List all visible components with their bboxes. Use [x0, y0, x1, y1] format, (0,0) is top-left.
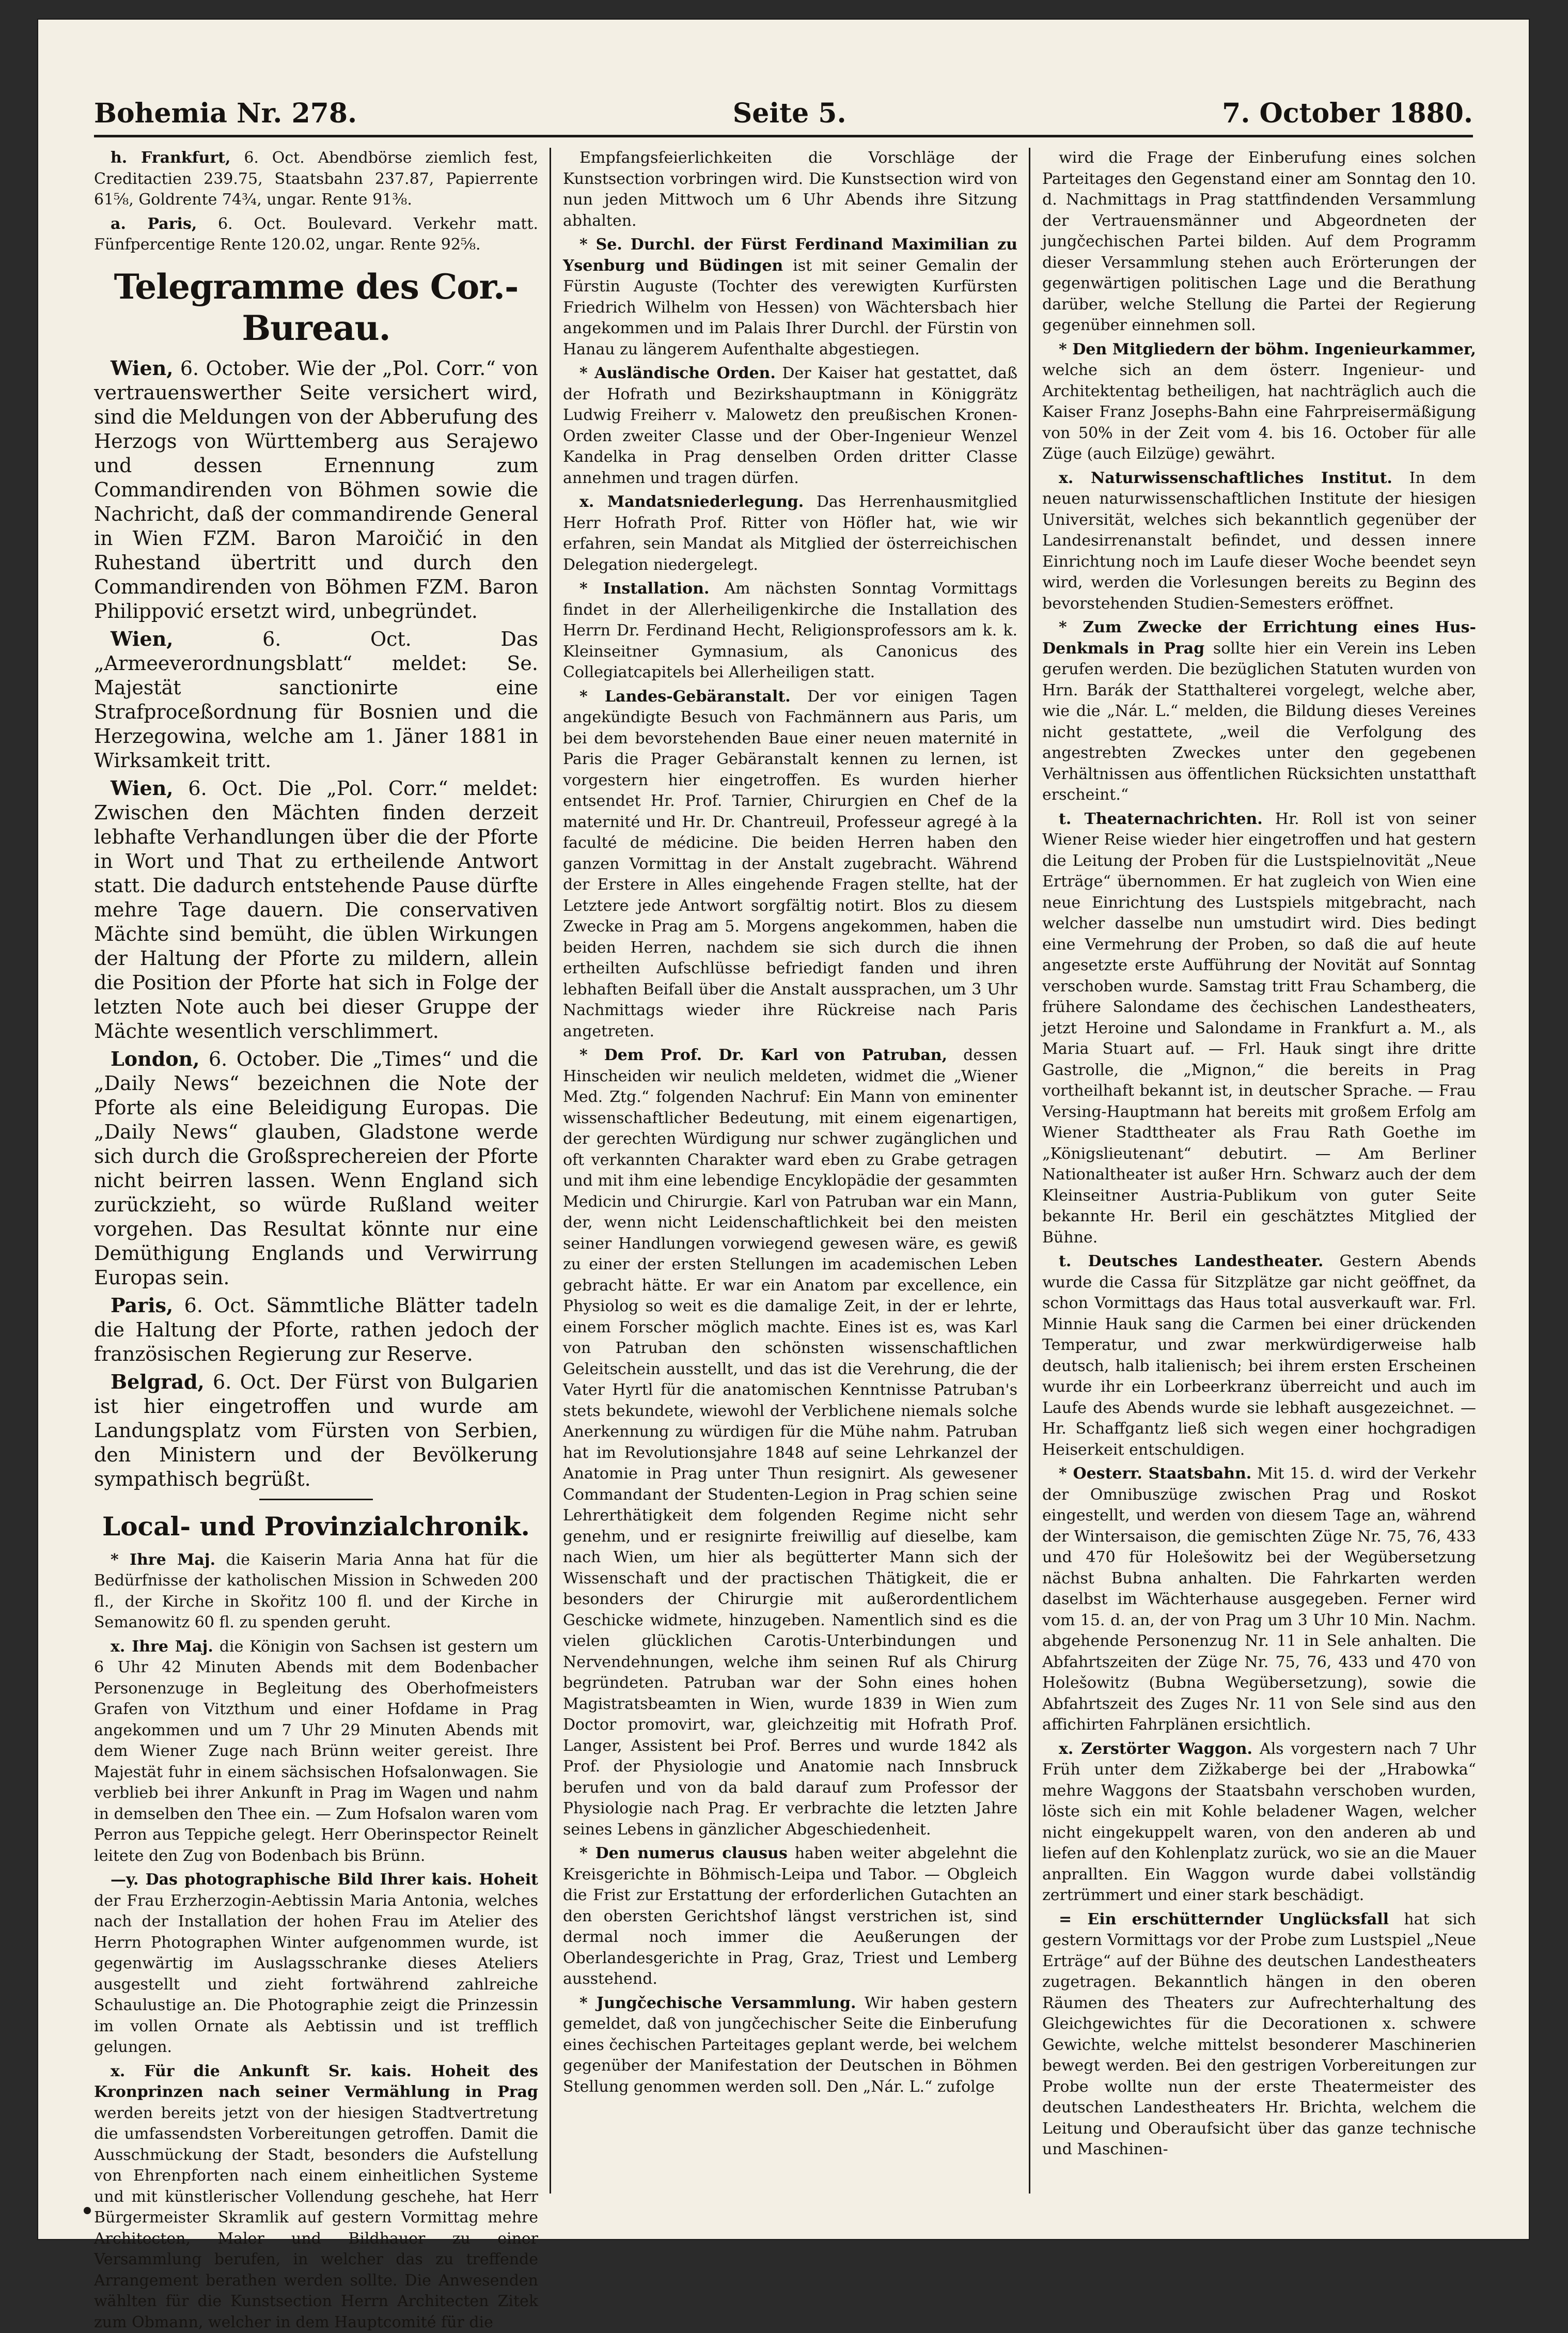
article-lead: * Oesterr. Staatsbahn.	[1059, 1465, 1251, 1483]
article-paragraph	[563, 148, 1017, 231]
article-paragraph	[94, 356, 538, 624]
article-paragraph	[563, 687, 1017, 1043]
article-lead: Paris,	[111, 1294, 173, 1317]
article-lead: x. Ihre Maj.	[111, 1638, 213, 1656]
article-paragraph	[1042, 617, 1476, 806]
header-rule	[94, 135, 1473, 137]
article-paragraph	[94, 148, 538, 211]
article-text: 6. October. Wie der „Pol. Corr.“ von vertrauenswerther Seite versichert wird, sind die Meldungen von der Abberufung des Herzogs von Württemberg aus Serajewo und dessen Ernennung zum Commandirenden von Böhmen sowie die Nachricht, daß der commandirende General in Wien FZM. Baron Maroičić in den Ruhestand übertritt und durch den Commandirenden von Böhmen FZM. Baron Philippović ersetzt wird, unbegründet.	[94, 357, 538, 623]
article-text: dessen Hinscheiden wir neulich meldeten, widmet die „Wiener Med. Ztg.“ folgenden Nachruf: Ein Mann von eminenter wissenschaftlicher Bedeutung, mit einem eigenartigen, der gerechten Würdigung nur schwer zugänglichen und oft verkannten Charakter ward eben zu Grabe getragen und mit ihm eine lebendige Encyklopädie der gesammten Medicin und Chirurgie. Karl von Patruban war ein Mann, der, wenn nicht Leidenschaftlichkeit bei den meisten seiner Handlungen vorwiegend gewesen wäre, es gewiß zu einer der ersten Stellungen im academischen Leben gebracht hätte. Er war ein Anatom par excellence, ein Physiolog so weit es die damalige Zeit, in der er lehrte, einem Forscher möglich machte. Eines ist es, was Karl von Patruban den schönsten wissenschaftlichen Geleitschein ausstellt, und das ist die Verehrung, die der Vater Hyrtl für die anatomischen Kenntnisse Patruban's stets bekundete, wiewohl der Verblichene niemals solche Anerkennung zu würdigen für die Mühe nahm. Patruban hat im Revolutionsjahre 1848 auf seine Lehrkanzel der Anatomie in Prag unter Thun resignirt. Als gewesener Commandant der Studenten-Legion in Prag schien seine Lehrerthätigkeit dem folgenden Regime nicht sehr genehm, und er resignirte freiwillig auf dieselbe, kam nach Wien, um hier als begütterter Mann sich der Wissenschaft und der practischen Thätigkeit, die er besonders der Chirurgie mit außerordentlichem Geschicke widmete, hinzugeben. Namentlich sind es die vielen glücklichen Carotis-Unterbindungen und Nervendehnungen, welche ihm seinen Ruf als Chirurg begründeten. Patruban war der Sohn eines hohen Magistratsbeamten in Wien, wurde 1839 in Wien zum Doctor promovirt, war, gleichzeitig mit Hofrath Prof. Langer, Assistent bei Prof. Berres und wurde 1842 als Prof. der Physiologie und Anatomie nach Innsbruck berufen und von da bald darauf zum Professor der Physiologie nach Prag. Er verbrachte die letzten Jahre seines Lebens in gänzlicher Abgeschiedenheit.	[563, 1046, 1017, 1839]
page-number: Seite 5.	[733, 98, 846, 129]
article-lead: t. Theaternachrichten.	[1059, 810, 1263, 828]
article-text: 6. Oct. Der Fürst von Bulgarien ist hier eingetroffen und wurde am Landungsplatz vom Fürsten von Serbien, den Ministern und der Bevölkerung sympathisch begrüßt.	[94, 1371, 538, 1490]
article-paragraph	[94, 1047, 538, 1290]
section-separator	[259, 1499, 373, 1500]
issue-number: Bohemia Nr. 278.	[94, 98, 357, 129]
article-paragraph	[1042, 1464, 1476, 1736]
article-lead: London,	[111, 1047, 199, 1070]
article-lead: a. Paris,	[111, 215, 197, 233]
article-lead: Wien,	[111, 627, 173, 650]
article-paragraph	[94, 627, 538, 773]
article-lead: x. Naturwissenschaftliches Institut.	[1059, 469, 1392, 487]
telegram-section-title: Telegramme des Cor.-Bureau.	[94, 266, 538, 349]
article-lead: * Dem Prof. Dr. Karl von Patruban,	[579, 1046, 947, 1064]
article-text: hat sich gestern Vormittags vor der Probe zum Lustspiel „Neue Erträge“ auf der Bühne des deutschen Landestheaters zugetragen. Bekanntlich hängen in den oberen Räumen des Theaters zur Aufrechterhaltung des Gleichgewichtes für die Decorationen x. schwere Gewichte, welche mittelst besonderer Maschinerien bewegt werden. Bei den gestrigen Vorbereitungen zur Probe wollte nun der erste Theatermeister des deutschen Landestheaters Hr. Brichta, welchem die Leitung und Oberaufsicht über das ganze technische und Maschinen-	[1042, 1910, 1476, 2159]
article-paragraph	[1042, 468, 1476, 615]
article-paragraph	[563, 492, 1017, 576]
article-text: Der vor einigen Tagen angekündigte Besuch von Fachmännern aus Paris, um bei dem bevorstehenden Baue einer neuen maternité in Paris die Prager Gebäranstalt kennen zu lernen, ist vorgestern hier eingetroffen. Es wurden hierher entsendet Hr. Prof. Tarnier, Chirurgien en Chef de la maternité und Hr. Dr. Chantreuil, Professeur agregé à la faculté de médicine. Die beiden Herren haben den ganzen Vormittag in der Anstalt zugebracht. Während der Erstere in Alles eingehende Fragen stellte, hat der Letztere jede Antwort sorgfältig notirt. Blos zu diesem Zwecke in Prag am 5. Morgens angekommen, haben die beiden Herren, nachdem sie sich durch die ihnen ertheilten Aufschlüsse befriedigt fanden und ihren lebhaften Beifall über die Anstalt aussprachen, um 3 Uhr Nachmittags wieder ihre Rückreise nach Paris angetreten.	[563, 688, 1017, 1040]
article-paragraph	[1042, 1909, 1476, 2160]
article-text: Am nächsten Sonntag Vormittags findet in der Allerheiligenkirche die Installation des Herrn Dr. Ferdinand Hecht, Religionsprofessors am k. k. Kleinseitner Gymnasium, als Canonicus des Collegiatcapitels bei Allerheiligen statt.	[563, 580, 1017, 681]
article-lead: t. Deutsches Landestheater.	[1059, 1252, 1323, 1270]
article-paragraph	[94, 1370, 538, 1491]
article-text: 6. October. Die „Times“ und die „Daily News“ bezeichnen die Note der Pforte als eine Beleidigung Europas. Die „Daily News“ glauben, Gladstone werde sich durch die Großsprechereien der Pforte nicht beirren lassen. Wenn England sich zurückzieht, so würde Rußland weiter vorgehen. Das Resultat könnte nur eine Demüthigung Englands und Verwirrung Europas sein.	[94, 1048, 538, 1289]
article-paragraph	[563, 363, 1017, 489]
article-text: Mit 15. d. wird der Verkehr der Omnibuszüge zwischen Prag und Roskot eingestellt, und werden von diesem Tage an, während der Wintersaison, die gemischten Züge Nr. 75, 76, 433 und 470 für Holešowitz bei der Wegübersetzung nächst Bubna anhalten. Die Fahrkarten werden daselbst im Wächterhause ausgegeben. Ferner wird vom 15. d. an, der von Prag um 3 Uhr 10 Min. Nachm. abgehende Personenzug Nr. 11 in Sele anhalten. Die Abfahrtszeiten der Züge Nr. 75, 76, 433 und 470 von Holešowitz (Bubna Wegübersetzung), sowie die Abfahrtszeit des Zuges Nr. 11 von Sele sind aus den affichirten Fahrplänen ersichtlich.	[1042, 1465, 1476, 1734]
article-paragraph	[563, 1993, 1017, 2098]
column-2	[563, 148, 1017, 2194]
article-text: 6. Oct. Das „Armeeverordnungsblatt“ meldet: Se. Majestät sanctionirte eine Strafproceßordnung für Bosnien und die Herzegowina, welche am 1. Jäner 1881 in Wirksamkeit tritt.	[94, 628, 538, 772]
article-text: Wir haben gestern gemeldet, daß von jungčechischer Seite die Einberufung eines čechischen Parteitages geplant werde, bei welchem gegenüber der Manifestation der Deutschen in Böhmen Stellung genommen werden soll. Den „Nár. L.“ zufolge	[563, 1994, 1017, 2096]
article-lead: * Zum Zwecke der Errichtung eines Hus-Denkmals in Prag	[1042, 618, 1476, 658]
article-text: 6. Oct. Abendbörse ziemlich fest, Creditactien 239.75, Staatsbahn 237.87, Papierrente 61⅝, Goldrente 74¾, ungar. Rente 91⅜.	[94, 149, 538, 209]
article-text: Empfangsfeierlichkeiten die Vorschläge der Kunstsection vorbringen wird. Die Kunstsection wird von nun jeden Mittwoch um 6 Uhr Abends ihre Sitzung abhalten.	[563, 149, 1017, 230]
article-text: wird die Frage der Einberufung eines solchen Parteitages den Gegenstand einer am Sonntag den 10. d. Nachmittags in Prag stattfindenden Versammlung der Vertrauensmänner und Abgeordneten der jungčechischen Partei bilden. Auf dem Programm dieser Versammlung stehen auch Erörterungen der gegenwärtigen politischen Lage und die Berathung darüber, welche Stellung die Partei der Regierung gegenüber einnehmen soll.	[1042, 149, 1476, 334]
column-divider	[550, 148, 551, 2194]
article-lead: * Den Mitgliedern der böhm. Ingenieurkammer,	[1059, 340, 1476, 359]
article-lead: * Den numerus clausus	[579, 1844, 788, 1862]
article-lead: x. Zerstörter Waggon.	[1059, 1740, 1252, 1758]
article-paragraph	[563, 579, 1017, 683]
article-paragraph	[1042, 1251, 1476, 1460]
article-text: Der Kaiser hat gestattet, daß der Hofrath und Bezirkshauptmann in Königgrätz Ludwig Freiherr v. Malowetz den preußischen Kronen-Orden zweiter Classe und der Ober-Ingenieur Wenzel Kandelka in Prag denselben Orden dritter Classe annehmen und tragen dürfen.	[563, 364, 1017, 487]
article-lead: Wien,	[111, 356, 173, 380]
local-section-title: Local- und Provinzialchronik.	[94, 1511, 538, 1543]
article-lead: Belgrad,	[111, 1370, 205, 1393]
article-paragraph	[1042, 1739, 1476, 1906]
article-lead: * Landes-Gebäranstalt.	[579, 688, 791, 706]
newspaper-page	[37, 19, 1530, 2240]
article-paragraph	[1042, 809, 1476, 1249]
issue-date: 7. October 1880.	[1222, 98, 1473, 129]
article-paragraph	[94, 1550, 538, 1634]
article-paragraph	[94, 1293, 538, 1366]
article-lead: x. Mandatsniederlegung.	[579, 493, 804, 511]
article-paragraph	[563, 1045, 1017, 1840]
article-lead: h. Frankfurt,	[111, 149, 230, 167]
article-lead: * Ihre Maj.	[111, 1551, 215, 1569]
page-header	[94, 95, 1473, 131]
article-text: werden bereits jetzt von der hiesigen Stadtvertretung die umfassendsten Vorbereitungen getroffen. Damit die Ausschmückung der Stadt, besonders die Aufstellung von Ehrenpforten nach einem einheitlichen Systeme und mit künstlerischer Vollendung geschehe, hat Herr Bürgermeister Skramlik auf gestern Vormittag mehre Architecten, Maler und Bildhauer zu einer Versammlung berufen, in welcher das zu treffende Arrangement berathen werden sollte. Die Anwesenden wählten für die Kunstsection Herrn Architecten Zitek zum Obmann, welcher in dem Hauptcomité für die	[94, 2104, 538, 2331]
article-text: In dem neuen naturwissenschaftlichen Institute der hiesigen Universität, welches sich bekanntlich gegenüber der Landesirrenanstalt befindet, und dessen innere Einrichtung noch im Laufe dieser Woche beendet seyn wird, werden die Vorlesungen bereits zu Beginn des bevorstehenden Studien-Semesters eröffnet.	[1042, 469, 1476, 613]
article-text: 6. Oct. Die „Pol. Corr.“ meldet: Zwischen den Mächten finden derzeit lebhafte Verhandlungen über die der Pforte in Wort und That zu ertheilende Antwort statt. Die dadurch entstehende Pause dürfte mehre Tage dauern. Die conservativen Mächte sind bemüht, die üblen Wirkungen der Haltung der Pforte zu mildern, allein die Position der Pforte hat sich in Folge der letzten Note auch bei dieser Gruppe der Mächte wesentlich verschlimmert.	[94, 777, 538, 1043]
article-lead: Wien,	[111, 776, 173, 800]
article-paragraph	[94, 1870, 538, 2058]
article-text: die Kaiserin Maria Anna hat für die Bedürfnisse der katholischen Mission in Schweden 200 fl., der Kirche in Skořitz 100 fl. und der Kirche in Semanowitz 60 fl. zu spenden geruht.	[94, 1551, 538, 1632]
column-1	[94, 148, 538, 2194]
article-text: 6. Oct. Boulevard. Verkehr matt. Fünfpercentige Rente 120.02, ungar. Rente 92⅝.	[94, 215, 538, 254]
article-paragraph	[563, 235, 1017, 360]
article-text: Hr. Roll ist von seiner Wiener Reise wieder hier eingetroffen und hat gestern die Leitung der Proben für die Lustspielnovität „Neue Erträge“ übernommen. Er hat zugleich von Wien eine neue Einrichtung des Lustspiels mitgebracht, nach welcher dasselbe nun umstudirt wird. Dies bedingt eine Vermehrung der Proben, so daß die auf heute angesetzte erste Aufführung der Novität auf Sonntag verschoben wurde. Samstag tritt Frau Schamberg, die frühere Salondame des čechischen Landestheaters, jetzt Heroine und Salondame in Frankfurt a. M., als Maria Stuart auf. — Frl. Hauk singt ihre dritte Gastrolle, die „Mignon,“ die bereits in Prag vortheilhaft bekannt ist, in deutscher Sprache. — Frau Versing-Hauptmann hat bereits mit großem Erfolg am Wiener Stadttheater als Frau Rath Goethe im „Königslieutenant“ debutirt. — Am Berliner Nationaltheater ist außer Hrn. Schwarz auch der dem Kleinseitner Austria-Publikum von guter Seite bekannte Hr. Beril ein geschätztes Mitglied der Bühne.	[1042, 810, 1476, 1247]
news-list	[563, 148, 1017, 2097]
article-lead: x. Für die Ankunft Sr. kais. Hoheit des Kronprinzen nach seiner Vermählung in Prag	[94, 2062, 538, 2102]
article-paragraph	[94, 2061, 538, 2333]
column-3	[1042, 148, 1476, 2194]
article-paragraph	[1042, 148, 1476, 336]
article-lead: = Ein erschütternder Unglücksfall	[1059, 1910, 1389, 1928]
article-paragraph	[94, 1637, 538, 1867]
article-text: ist mit seiner Gemalin der Fürstin Auguste (Tochter des verewigten Kurfürsten Friedrich Wilhelm von Hessen) von Wächtersbach hier angekommen und im Palais Ihrer Durchl. der Fürstin von Hanau zu längerem Aufenthalte abgestiegen.	[563, 257, 1017, 359]
news-list	[1042, 148, 1476, 2160]
stock-reports	[94, 148, 538, 256]
article-text: der Frau Erzherzogin-Aebtissin Maria Antonia, welches nach der Installation der hohen Frau im Atelier des Herrn Photographen Winter aufgenommen wurde, ist gegenwärtig im Auslagsschranke dieses Ateliers ausgestellt und zieht fortwährend zahlreiche Schaulustige an. Die Photographie zeigt die Prinzessin im vollen Ornate als Aebtissin und ist trefflich gelungen.	[94, 1892, 538, 2057]
article-text: 6. Oct. Sämmtliche Blätter tadeln die Haltung der Pforte, rathen jedoch der französischen Regierung zur Reserve.	[94, 1294, 538, 1365]
article-lead: * Jungčechische Versammlung.	[579, 1994, 856, 2012]
article-text: Gestern Abends wurde die Cassa für Sitzplätze gar nicht geöffnet, da schon Vormittags das Haus total ausverkauft war. Frl. Minnie Hauk sang die Carmen bei einer drückenden Temperatur, und zwar merkwürdigerweise halb deutsch, halb italienisch; bei ihrem ersten Erscheinen wurde ihr ein Lorbeerkranz überreicht und auch im Laufe des Abends wurde sie lebhaft ausgezeichnet. — Hr. Schaffgantz ließ sich wegen einer hochgradigen Heiserkeit entschuldigen.	[1042, 1252, 1476, 1459]
article-text: welche sich an dem österr. Ingenieur- und Architektentag betheiligen, hat nachträglich auch die Kaiser Franz Josephs-Bahn eine Fahrpreisermäßigung von 50% in der Zeit vom 4. bis 16. October für alle Züge (auch Eilzüge) gewährt.	[1042, 361, 1476, 463]
article-text: sollte hier ein Verein ins Leben gerufen werden. Die bezüglichen Statuten wurden von Hrn. Barák der Statthalterei vorgelegt, welche aber, wie die „Nár. L.“ melden, die Bildung dieses Vereines nicht gestattete, „weil die Verfolgung des angestrebten Zweckes unter den gegebenen Verhältnissen aus öffentlichen Rücksichten unstatthaft erscheint.“	[1042, 640, 1476, 804]
article-text: Das Herrenhausmitglied Herr Hofrath Prof. Ritter von Höfler hat, wie wir erfahren, sein Mandat als Mitglied der österreichischen Delegation niedergelegt.	[563, 493, 1017, 574]
local-news-list	[94, 1550, 538, 2333]
bullet-mark	[84, 2207, 91, 2214]
telegram-list	[94, 356, 538, 1491]
article-text: haben weiter abgelehnt die Kreisgerichte in Böhmisch-Leipa und Tabor. — Obgleich die Frist zur Erstattung der erforderlichen Gutachten an den obersten Gerichtshof längst verstrichen ist, sind dermal noch immer die Aeußerungen der Oberlandesgerichte in Prag, Graz, Triest und Lemberg ausstehend.	[563, 1844, 1017, 1988]
article-lead: * Ausländische Orden.	[579, 364, 776, 382]
article-lead: * Installation.	[579, 580, 709, 598]
article-lead: * Se. Durchl. der Fürst Ferdinand Maximilian zu Ysenburg und Büdingen	[563, 236, 1017, 275]
article-text: Als vorgestern nach 7 Uhr Früh unter dem Zižkaberge bei der „Hrabowka“ mehre Waggons der Staatsbahn verschoben wurden, löste sich ein mit Kohle beladener Wagen, welcher nicht eingekuppelt waren, von den anderen ab und liefen auf den Kohlenplatz zurück, wo sie an die Mauer anprallten. Ein Waggon wurde dabei vollständig zertrümmert und einer stark beschädigt.	[1042, 1740, 1476, 1905]
article-paragraph	[1042, 339, 1476, 465]
article-paragraph	[94, 214, 538, 256]
article-text: die Königin von Sachsen ist gestern um 6 Uhr 42 Minuten Abends mit dem Bodenbacher Personenzuge in Begleitung des Oberhofmeisters Grafen von Vitzthum und einer Hofdame in Prag angekommen und um 7 Uhr 29 Minuten Abends mit dem Wiener Zuge nach Brünn weiter gereist. Ihre Majestät fuhr in einem sächsischen Hofsalonwagen. Sie verblieb bei ihrer Ankunft in Prag im Wagen und nahm in demselben den Thee ein. — Zum Hofsalon waren vom Perron aus Teppiche gelegt. Herr Oberinspector Reinelt leitete den Zug von Bodenbach bis Brünn.	[94, 1638, 538, 1865]
article-paragraph	[94, 776, 538, 1044]
article-lead: —y. Das photographische Bild Ihrer kais. Hoheit	[111, 1871, 538, 1889]
column-divider	[1029, 148, 1030, 2194]
article-paragraph	[563, 1843, 1017, 1990]
